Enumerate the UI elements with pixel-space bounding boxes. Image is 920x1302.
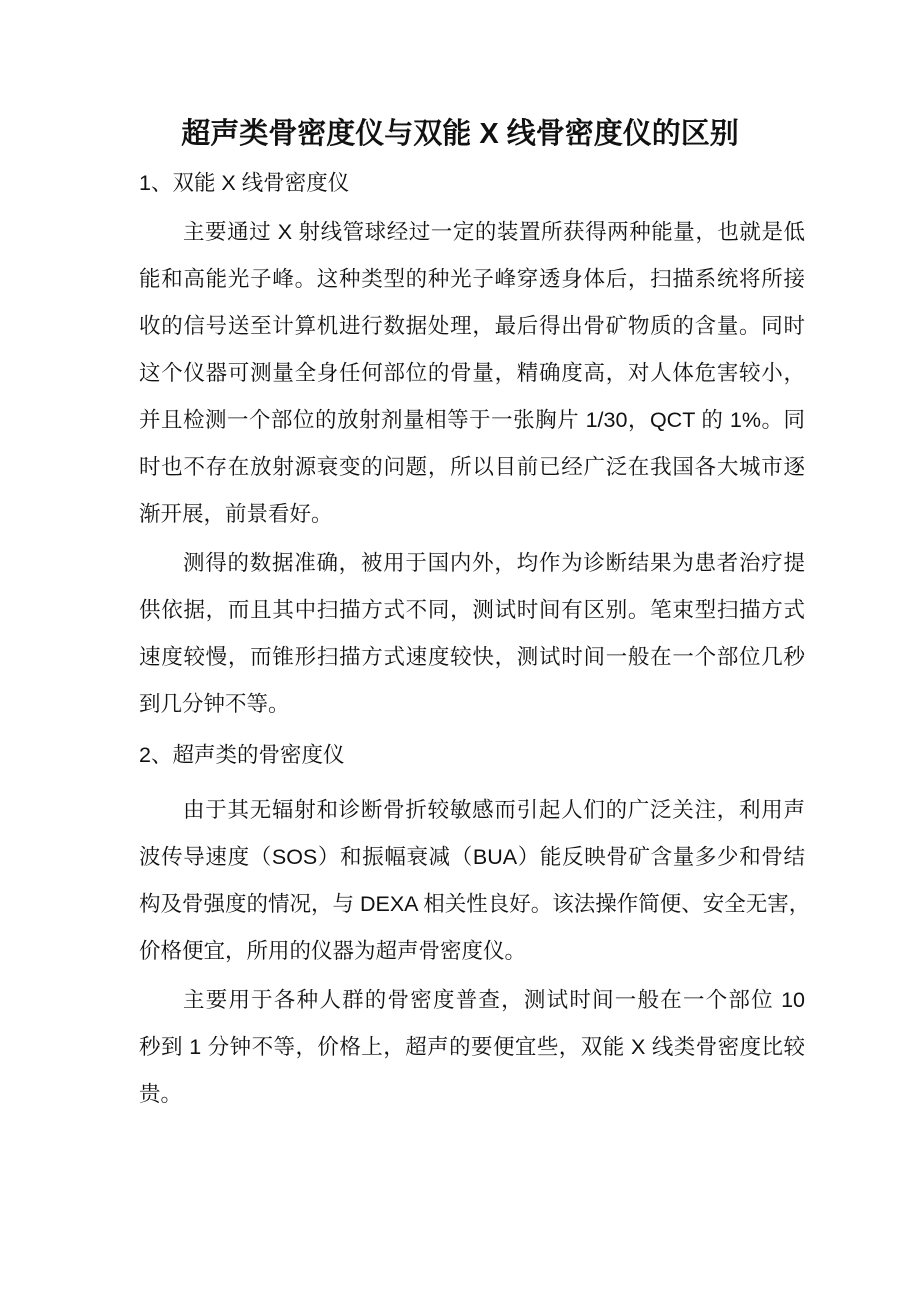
paragraph-line: 测得的数据准确，被用于国内外，均作为诊断结果为患者治疗提	[183, 551, 805, 575]
paragraph-line: 收的信号送至计算机进行数据处理，最后得出骨矿物质的含量。同时	[139, 314, 805, 338]
paragraph-line: 价格便宜，所用的仪器为超声骨密度仪。	[139, 939, 527, 963]
paragraph-line: 贵。	[139, 1082, 183, 1106]
paragraph-line: 速度较慢，而锥形扫描方式速度较快，测试时间一般在一个部位几秒	[139, 645, 805, 669]
paragraph-line: 到几分钟不等。	[139, 692, 290, 716]
paragraph-line: 供依据，而且其中扫描方式不同，测试时间有区别。笔束型扫描方式	[139, 598, 805, 622]
paragraph-line: 由于其无辐射和诊断骨折较敏感而引起人们的广泛关注，利用声	[183, 798, 805, 822]
paragraph-line: 能和高能光子峰。这种类型的种光子峰穿透身体后，扫描系统将所接	[139, 267, 805, 291]
paragraph-line: 这个仪器可测量全身任何部位的骨量，精确度高，对人体危害较小，	[139, 361, 805, 385]
paragraph-line: 时也不存在放射源衰变的问题，所以目前已经广泛在我国各大城市逐	[139, 455, 805, 479]
paragraph-line: 主要用于各种人群的骨密度普查，测试时间一般在一个部位 10	[183, 988, 805, 1012]
document-title: 超声类骨密度仪与双能 X 线骨密度仪的区别	[181, 118, 739, 150]
paragraph-line: 主要通过 X 射线管球经过一定的装置所获得两种能量，也就是低	[183, 220, 805, 244]
paragraph-line: 构及骨强度的情况，与 DEXA 相关性良好。该法操作简便、安全无害，	[139, 892, 811, 916]
paragraph-line: 并且检测一个部位的放射剂量相等于一张胸片 1/30，QCT 的 1%。同	[139, 408, 805, 432]
paragraph-line: 波传导速度（SOS）和振幅衰减（BUA）能反映骨矿含量多少和骨结	[139, 845, 805, 869]
section-heading: 1、双能 X 线骨密度仪	[139, 171, 350, 195]
section-heading: 2、超声类的骨密度仪	[139, 743, 345, 767]
paragraph-line: 渐开展，前景看好。	[139, 502, 333, 526]
paragraph-line: 秒到 1 分钟不等，价格上，超声的要便宜些，双能 X 线类骨密度比较	[139, 1035, 805, 1059]
